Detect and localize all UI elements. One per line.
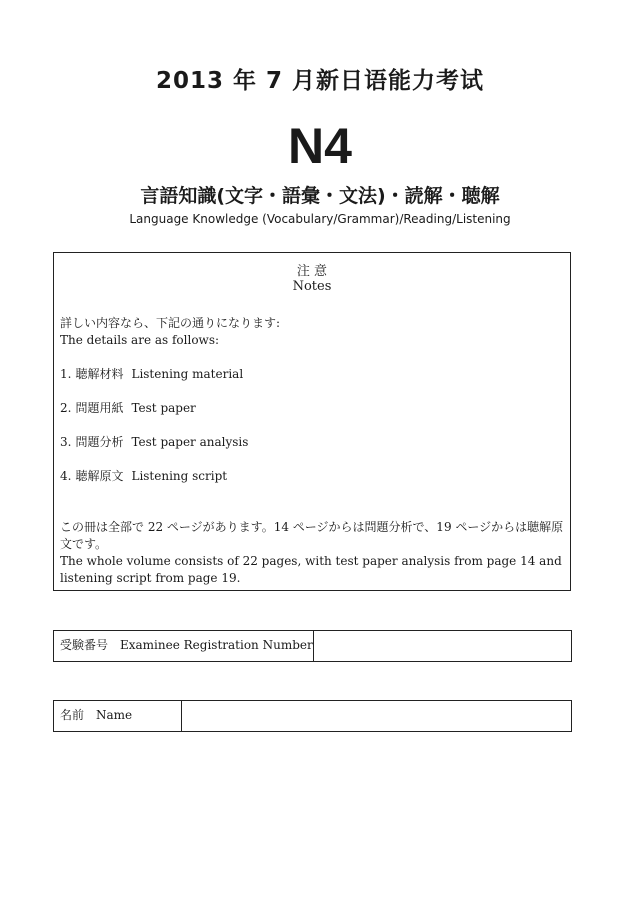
list-item-japanese: 聴解原文 — [75, 469, 124, 483]
list-item — [60, 434, 248, 451]
list-item — [60, 468, 227, 485]
list-item-english: Listening script — [131, 469, 228, 483]
notes-intro-english: The details are as follows: — [60, 333, 220, 347]
list-item-english: Listening material — [131, 367, 244, 381]
exam-title: 2013 年 7 月新日语能力考试 — [155, 68, 485, 94]
name-field[interactable] — [182, 701, 571, 731]
notes-heading-english: Notes — [292, 279, 332, 294]
list-item-japanese: 問題用紙 — [75, 401, 124, 415]
name-row — [53, 700, 572, 732]
list-item-number: 2. — [60, 401, 72, 415]
notes-closing — [60, 519, 566, 587]
notes-heading-japanese: 注 意 — [296, 264, 328, 279]
exam-level: N4 — [288, 118, 352, 174]
registration-number-label: 受験番号 Examinee Registration Number — [54, 631, 314, 661]
list-item-japanese: 問題分析 — [75, 435, 124, 449]
subject-japanese: 言語知識(文字・語彙・文法)・読解・聴解 — [140, 185, 500, 207]
list-item-number: 1. — [60, 367, 72, 381]
notes-box — [53, 252, 571, 591]
registration-number-row — [53, 630, 572, 662]
list-item — [60, 366, 243, 383]
list-item — [60, 400, 196, 417]
registration-number-field[interactable] — [314, 631, 571, 661]
closing-english: The whole volume consists of 22 pages, with test paper analysis from page 14 and listening script from page 19. — [60, 554, 562, 585]
list-item-number: 4. — [60, 469, 72, 483]
list-item-english: Test paper — [131, 401, 196, 415]
subject-english: Language Knowledge (Vocabulary/Grammar)/Reading/Listening — [129, 212, 511, 226]
name-label: 名前 Name — [54, 701, 182, 731]
notes-intro-japanese: 詳しい内容なら、下記の通りになります: — [60, 316, 281, 330]
list-item-japanese: 聴解材料 — [75, 367, 124, 381]
list-item-number: 3. — [60, 435, 72, 449]
list-item-english: Test paper analysis — [131, 435, 249, 449]
closing-japanese: この冊は全部で 22 ページがあります。14 ページからは問題分析で、19 ページからは聴解原文です。 — [60, 520, 564, 551]
